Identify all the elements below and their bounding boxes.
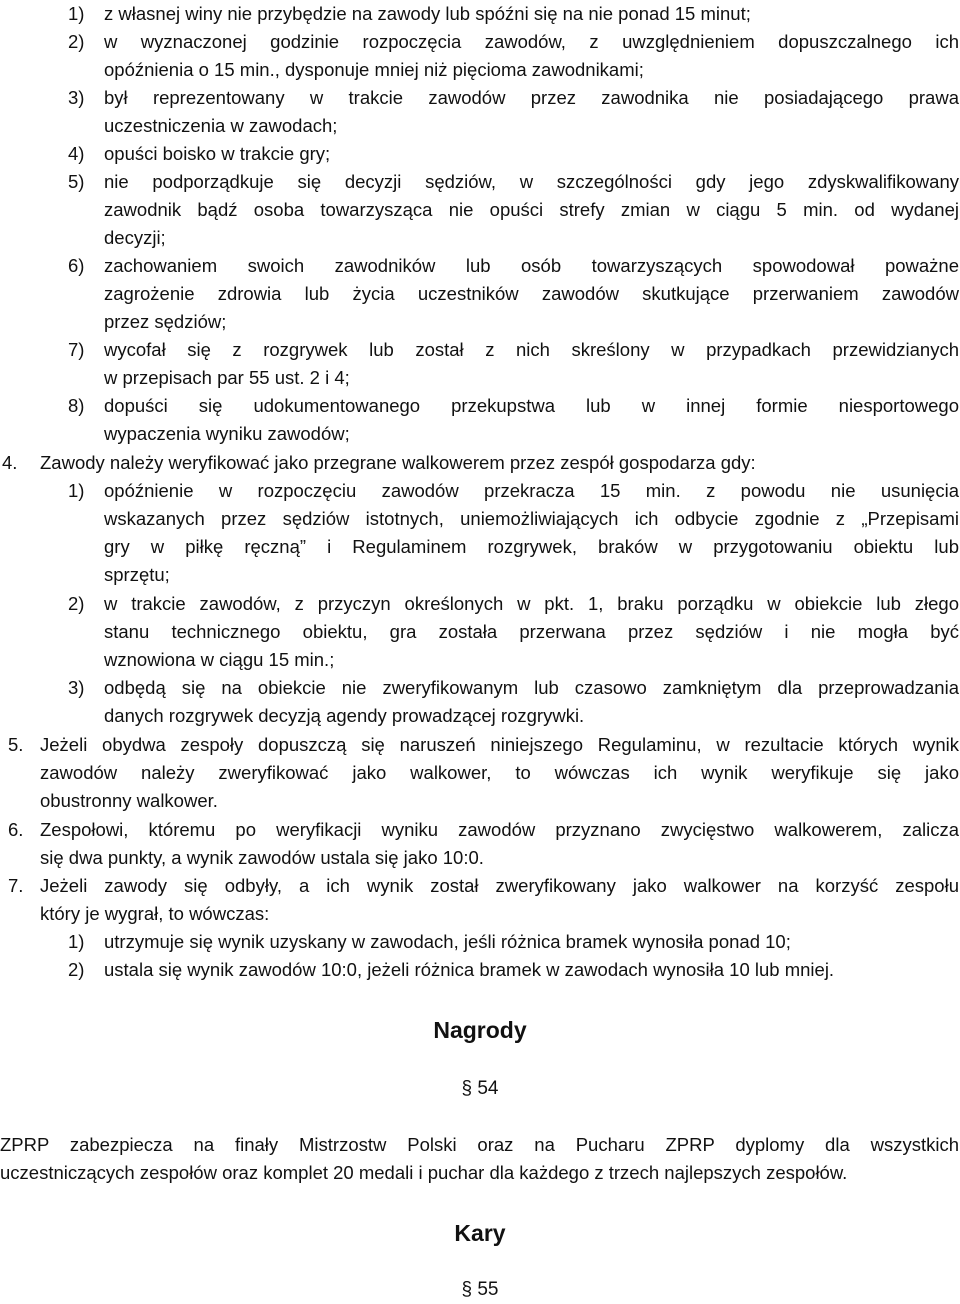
list-item-text: ustala się wynik zawodów 10:0, jeżeli różnica bramek w zawodach wynosiła 10 lub mniej. [104,959,835,980]
list-item-text: z własnej winy nie przybędzie na zawody lub spóźni się na nie ponad 15 minut; [104,3,751,24]
list-item-text: sprzętu; [104,564,170,585]
point-number: 7. [8,875,24,896]
list-item-text: wznowiona w ciągu 15 min.; [104,649,335,670]
section-text: ZPRP zabezpiecza na finały Mistrzostw Polski oraz na Pucharu ZPRP dyplomy dla wszystkich [0,1134,959,1155]
paragraph-symbol: § 54 [461,1078,499,1099]
point-text: Jeżeli zawody się odbyły, a ich wynik został zweryfikowany jako walkower na korzyść zespołu [40,875,959,896]
point-text: się dwa punkty, a wynik zawodów ustala się jako 10:0. [40,847,484,868]
point-number: 4. [2,452,18,473]
list-item-number: 2) [68,31,85,52]
section-text: uczestniczących zespołów oraz komplet 20 medali i puchar dla każdego z trzech najlepszych zespołów. [0,1162,848,1183]
list-item-number: 8) [68,395,85,416]
list-item-text: wypaczenia wyniku zawodów; [104,423,350,444]
list-item-number: 3) [68,677,85,698]
list-item-text: wskazanych przez sędziów istotnych, uniemożliwiających ich odbycie zgodnie z „Przepisami [104,508,959,529]
list-item-text: przez sędziów; [104,311,227,332]
list-item-text: w wyznaczonej godzinie rozpoczęcia zawodów, z uwzględnieniem dopuszczalnego ich [104,31,959,52]
list-item-number: 3) [68,87,85,108]
list-item-number: 2) [68,959,85,980]
list-item-number: 7) [68,339,85,360]
list-item-text: opóźnienie w rozpoczęciu zawodów przekracza 15 min. z powodu nie usunięcia [104,480,959,501]
point-text: Jeżeli obydwa zespoły dopuszczą się naruszeń niniejszego Regulaminu, w rezultacie których wynik [40,734,959,755]
point-number: 5. [8,734,24,755]
point-number: 6. [8,819,24,840]
list-item-text: utrzymuje się wynik uzyskany w zawodach, jeśli różnica bramek wynosiła ponad 10; [104,931,791,952]
paragraph-symbol: § 55 [461,1279,499,1300]
list-item-text: był reprezentowany w trakcie zawodów przez zawodnika nie posiadającego prawa [104,87,959,108]
list-item-text: zagrożenie zdrowia lub życia uczestników zawodów skutkujące przerwaniem zawodów [104,283,959,304]
point-text: który je wygrał, to wówczas: [40,903,270,924]
list-item-number: 4) [68,143,85,164]
list-item-text: opóźnienia o 15 min., dysponuje mniej niż pięcioma zawodnikami; [104,59,644,80]
list-item-text: stanu technicznego obiektu, gra została przerwana przez sędziów i nie mogła być [104,621,959,642]
list-item-number: 1) [68,931,85,952]
section-heading: Nagrody [433,1017,527,1043]
list-item-number: 2) [68,593,85,614]
list-item-text: uczestniczenia w zawodach; [104,115,338,136]
list-item-number: 6) [68,255,85,276]
list-item-text: dopuści się udokumentowanego przekupstwa lub w innej formie niesportowego [104,395,959,416]
list-item-text: gry w piłkę ręczną” i Regulaminem rozgrywek, braków w przygotowaniu obiektu lub [104,536,959,557]
list-item-text: zawodnik bądź osoba towarzysząca nie opuści strefy zmian w ciągu 5 min. od wydanej [104,199,959,220]
list-item-text: odbędą się na obiekcie nie zweryfikowanym lub czasowo zamkniętym dla przeprowadzania [104,677,959,698]
point-text: Zespołowi, któremu po weryfikacji wyniku zawodów przyznano zwycięstwo walkowerem, zalicza [40,819,959,840]
list-item-text: w przepisach par 55 ust. 2 i 4; [104,367,350,388]
list-item-text: w trakcie zawodów, z przyczyn określonych w pkt. 1, braku porządku w obiekcie lub złego [104,593,959,614]
list-item-number: 1) [68,480,85,501]
list-item-number: 5) [68,171,85,192]
point-text: Zawody należy weryfikować jako przegrane walkowerem przez zespół gospodarza gdy: [40,452,756,473]
list-item-text: opuści boisko w trakcie gry; [104,143,331,164]
point-text: zawodów należy zweryfikować jako walkower, to wówczas ich wynik weryfikuje się jako [40,762,959,783]
list-item-text: nie podporządkuje się decyzji sędziów, w szczególności gdy jego zdyskwalifikowany [104,171,959,192]
list-item-text: decyzji; [104,227,166,248]
section-heading: Kary [454,1220,506,1246]
list-item-text: wycofał się z rozgrywek lub został z nich skreślony w przypadkach przewidzianych [104,339,959,360]
point-text: obustronny walkower. [40,790,218,811]
list-item-number: 1) [68,3,85,24]
list-item-text: zachowaniem swoich zawodników lub osób towarzyszących spowodował poważne [104,255,959,276]
list-item-text: danych rozgrywek decyzją agendy prowadzącej rozgrywki. [104,705,585,726]
